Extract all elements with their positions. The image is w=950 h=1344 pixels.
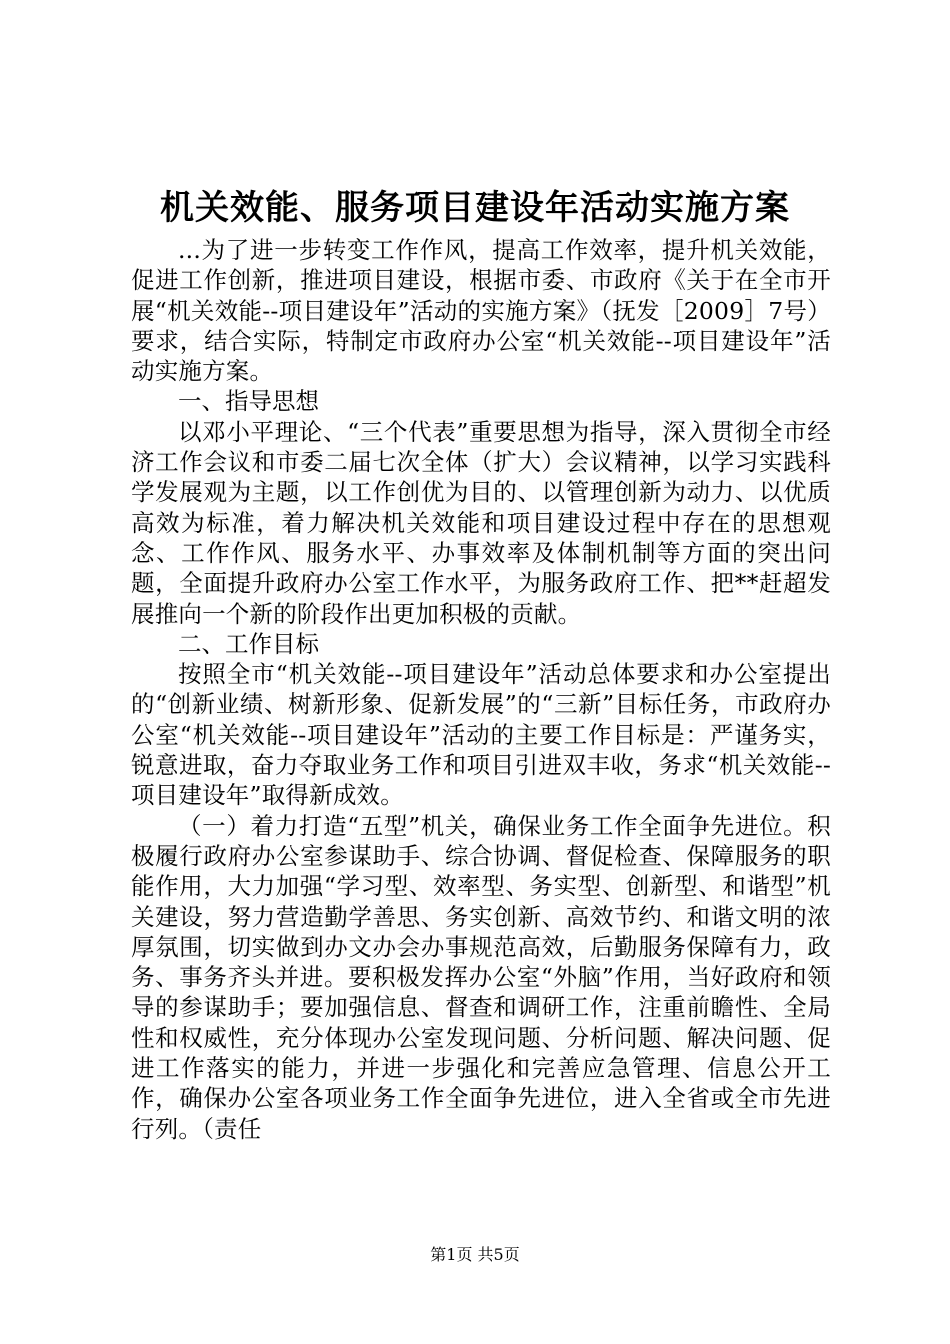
document-title: 机关效能、服务项目建设年活动实施方案 [160,188,790,228]
document-body [131,235,831,1144]
section-heading-work-goals: 二、工作目标 [178,629,319,658]
paragraph-intro: ...为了进一步转变工作作风，提高工作效率，提升机关效能，促进工作创新，推进项目建设，根据市委、市政府《关于在全市开展“机关效能--项目建设年”活动的实施方案》（抚发［2009］7号）要求，结合实际，特制定市政府办公室“机关效能--项目建设年”活动实施方案。 [131,236,831,386]
paragraph-five-types: （一）着力打造“五型”机关，确保业务工作全面争先进位。积极履行政府办公室参谋助手、综合协调、督促检查、保障服务的职能作用，大力加强“学习型、效率型、务实型、创新型、和谐型”机关建设，努力营造勤学善思、务实创新、高效节约、和谐文明的浓厚氛围，切实做到办文办会办事规范高效，后勤服务保障有力，政务、事务齐头并进。要积极发挥办公室“外脑”作用，当好政府和领导的参谋助手；要加强信息、督查和调研工作，注重前瞻性、全局性和权威性，充分体现办公室发现问题、分析问题、解决问题、促进工作落实的能力，并进一步强化和完善应急管理、信息公开工作，确保办公室各项业务工作全面争先进位，进入全省或全市先进行列。（责任 [131,811,831,1143]
paragraph-guiding-thought: 以邓小平理论、“三个代表”重要思想为指导，深入贯彻全市经济工作会议和市委二届七次全体（扩大）会议精神，以学习实践科学发展观为主题，以工作创优为目的、以管理创新为动力、以优质高效为标准，着力解决机关效能和项目建设过程中存在的思想观念、工作作风、服务水平、办事效率及体制机制等方面的突出问题，全面提升政府办公室工作水平，为服务政府工作、把**赶超发展推向一个新的阶段作出更加积极的贡献。 [131,417,831,628]
page-number: 第1页 共5页 [430,1245,520,1264]
paragraph-work-goals: 按照全市“机关效能--项目建设年”活动总体要求和办公室提出的“创新业绩、树新形象、促新发展”的“三新”目标任务，市政府办公室“机关效能--项目建设年”活动的主要工作目标是：严谨务实，锐意进取，奋力夺取业务工作和项目引进双丰收，务求“机关效能--项目建设年”取得新成效。 [131,660,831,810]
section-heading-guiding-thought: 一、指导思想 [178,387,319,416]
